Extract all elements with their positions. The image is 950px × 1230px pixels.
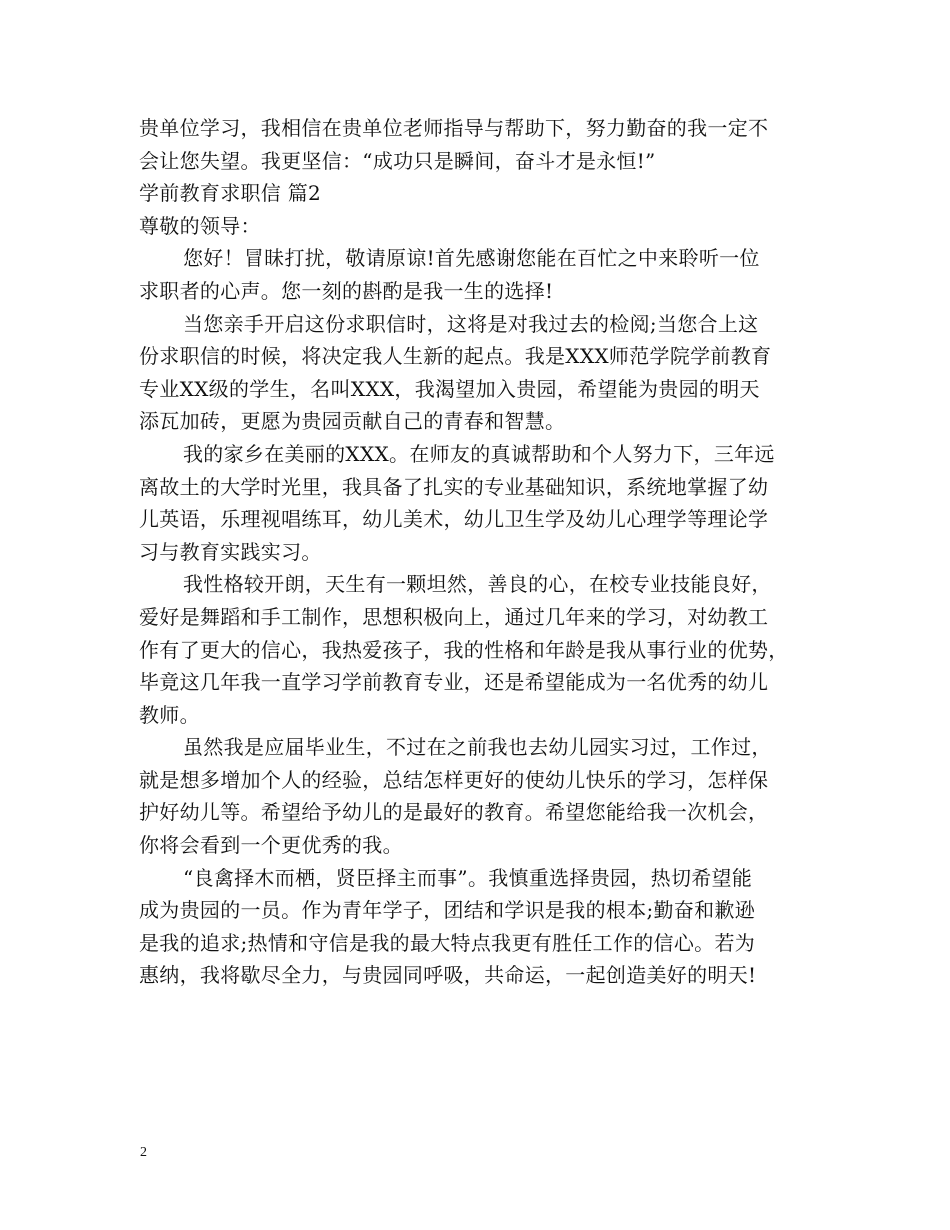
salutation: 尊敬的领导： (139, 213, 261, 238)
text-line: 您好！冒昧打扰，敬请原谅!首先感谢您能在百忙之中来聆听一位 (183, 246, 760, 271)
text-line: 求职者的心声。您一刻的斟酌是我一生的选择! (139, 278, 554, 303)
body-text (139, 112, 825, 992)
text-line: 离故土的大学时光里，我具备了扎实的专业基础知识，系统地掌握了幼 (139, 474, 769, 499)
text-line: 添瓦加砖，更愿为贵园贡献自己的青春和智慧。 (139, 409, 566, 434)
text-line: 当您亲手开启这份求职信时，这将是对我过去的检阅;当您合上这 (183, 311, 759, 336)
text-line: 毕竟这几年我一直学习学前教育专业，还是希望能成为一名优秀的幼儿 (139, 670, 769, 695)
section-heading: 学前教育求职信 篇2 (139, 181, 322, 206)
text-line: 爱好是舞蹈和手工制作，思想积极向上，通过几年来的学习，对幼教工 (139, 604, 769, 629)
text-line: 份求职信的时候，将决定我人生新的起点。我是XXX师范学院学前教育 (139, 344, 772, 369)
text-line: “良禽择木而栖，贤臣择主而事”。我慎重选择贵园，热切希望能 (183, 865, 753, 890)
text-line: 成为贵园的一员。作为青年学子，团结和学识是我的根本;勤奋和歉逊 (139, 898, 756, 923)
text-line: 就是想多增加个人的经验，总结怎样更好的使幼儿快乐的学习，怎样保 (139, 767, 769, 792)
text-line: 贵单位学习，我相信在贵单位老师指导与帮助下，努力勤奋的我一定不 (139, 116, 769, 140)
text-line: 会让您失望。我更坚信：“成功只是瞬间，奋斗才是永恒!” (139, 148, 656, 173)
text-line: 作有了更大的信心，我热爱孩子，我的性格和年龄是我从事行业的优势， (139, 637, 789, 662)
text-line: 习与教育实践实习。 (139, 539, 322, 564)
page-number: 2 (140, 1145, 147, 1160)
text-line: 护好幼儿等。希望给予幼儿的是最好的教育。希望您能给我一次机会， (139, 800, 769, 825)
text-line: 儿英语，乐理视唱练耳，幼儿美术，幼儿卫生学及幼儿心理学等理论学 (139, 507, 769, 532)
text-line: 教师。 (139, 702, 200, 727)
text-line: 是我的追求;热情和守信是我的最大特点我更有胜任工作的信心。若为 (139, 930, 756, 955)
text-line: 专业XX级的学生，名叫XXX，我渴望加入贵园，希望能为贵园的明天 (139, 376, 760, 401)
text-line: 虽然我是应届毕业生，不过在之前我也去幼儿园实习过，工作过， (183, 735, 772, 760)
text-line: 你将会看到一个更优秀的我。 (139, 833, 403, 858)
text-line: 惠纳，我将歇尽全力，与贵园同呼吸，共命运，一起创造美好的明天! (139, 963, 757, 988)
text-line: 我性格较开朗，天生有一颗坦然，善良的心，在校专业技能良好， (183, 572, 772, 597)
text-line: 我的家乡在美丽的XXX。在师友的真诚帮助和个人努力下，三年远 (183, 441, 775, 466)
